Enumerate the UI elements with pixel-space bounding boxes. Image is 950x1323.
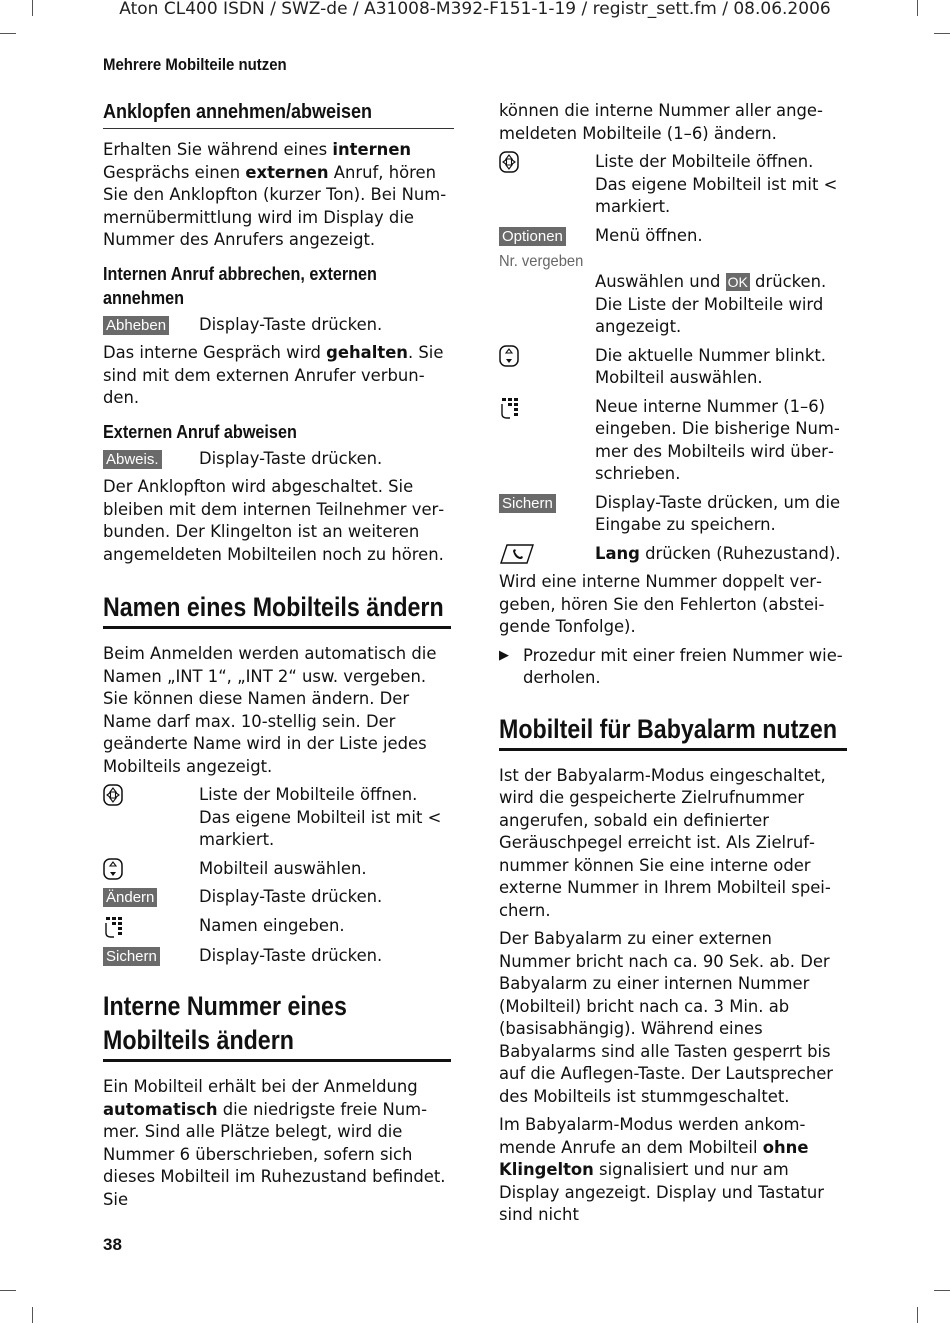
heading-rule [499,748,847,751]
paragraph-babyalarm-1: Ist der Babyalarm-Modus eingeschaltet, wird die gespeicherte Zielrufnummer angerufen, sobald ein definierter Geräuschpegel erreicht ist. Als Zielrufnummer können Sie eine interne oder externe Nummer in Ihrem Mobilteil speichern. [499,765,831,920]
document-header: Aton CL400 ISDN / SWZ-de / A31008-M392-F151-1-19 / registr_sett.fm / 08.06.2006 [119,0,831,19]
heading-externen-abweisen: Externen Anruf abweisen [103,421,297,442]
crop-mark [0,33,16,34]
heading-namen-aendern: Namen eines Mobilteils ändern [103,592,444,622]
step-text: Display-Taste drücken. [199,314,383,334]
ok-key[interactable]: OK [727,274,748,290]
crop-mark [917,1307,918,1323]
step-text: Namen eingeben. [199,915,345,935]
paragraph-doppelt: Wird eine interne Nummer doppelt vergeben, hören Sie den Fehlerton (absteigende Tonfolge). [499,572,825,636]
step-text: Menü öffnen. [595,225,703,245]
softkey-sichern[interactable]: Sichern [103,947,160,966]
step-nr-vergeben [499,271,847,339]
step-text: Liste der Mobilteile öffnen. Das eigene Mobilteil ist mit < markiert. [595,152,838,216]
step-text: Die aktuelle Nummer blinkt. Mobilteil auswählen. [595,345,826,387]
step-optionen [499,225,847,248]
step-text: Display-Taste drücken. [199,887,383,906]
softkey-aendern[interactable]: Ändern [103,888,157,907]
crop-mark [934,1290,950,1291]
control-key-icon [499,345,595,390]
step-sichern [499,492,847,537]
step-text: Mobilteil auswählen. [199,858,367,878]
paragraph-namen: Beim Anmelden werden automatisch die Namen „INT 1“, „INT 2“ usw. vergeben. Sie können diese Namen ändern. Der Name darf max. 10-stellig sein. Der geänderte Name wird in der Liste jedes Mobilteils angezeigt. [103,644,437,776]
heading-rule [103,626,451,629]
control-key-icon [103,784,199,852]
step-text: Display-Taste drücken. [199,448,383,468]
control-key-icon [103,858,199,881]
heading-internen-abbrechen: Internen Anruf abbrechen, externen annehmen [103,263,377,308]
crop-mark [32,1307,33,1323]
step-abweis [103,448,451,471]
heading-babyalarm: Mobilteil für Babyalarm nutzen [499,713,838,744]
paragraph-gehalten: Das interne Gespräch wird gehalten. Sie sind mit dem externen Anrufer verbunden. [103,343,444,407]
heading-interne-nummer: Interne Nummer eines Mobilteils ändern [103,991,347,1055]
paragraph-continued: können die interne Nummer aller angemeldeten Mobilteile (1–6) ändern. [499,101,823,143]
menu-item-nr-vergeben[interactable]: Nr. vergeben [499,253,584,270]
step-liste [103,784,451,852]
heading-anklopfen: Anklopfen annehmen/abweisen [103,100,454,129]
triangle-bullet-icon: ▶ [499,647,509,663]
step-text: Display-Taste drücken. [199,945,383,965]
paragraph-babyalarm-3: Im Babyalarm-Modus werden ankommende Anrufe an dem Mobilteil ohne Klingelton signalisiert und nur am Display angezeigt. Display und Tastatur sind nicht [499,1115,824,1224]
step-text: Neue interne Nummer (1–6) eingeben. Die bisherige Nummer des Mobilteils wird überschrieben. [595,396,840,483]
right-column [499,100,847,1233]
bullet-text: Prozedur mit einer freien Nummer wiederholen. [523,645,843,687]
paragraph-interne: Ein Mobilteil erhält bei der Anmeldung automatisch die niedrigste freie Nummer. Sind alle Plätze belegt, wird die Nummer 6 überschrieben, sofern sich dieses Mobilteil im Ruhezustand befindet. Sie [103,1077,446,1209]
page-number: 38 [103,1235,122,1254]
heading-rule [103,1059,451,1062]
step-text: Display-Taste drücken, um die Eingabe zu speichern. [595,492,841,534]
step-neue-nummer [499,396,847,486]
crop-mark [934,33,950,34]
control-key-icon [499,151,595,219]
softkey-abheben[interactable]: Abheben [103,316,169,335]
left-column [103,100,451,1217]
keypad-icon [103,915,199,939]
softkey-abweis[interactable]: Abweis. [103,450,162,469]
step-text: Auswählen und OK drücken. Die Liste der Mobilteile wird angezeigt. [595,272,827,336]
paragraph-babyalarm-2: Der Babyalarm zu einer externen Nummer bricht nach ca. 90 Sek. ab. Der Babyalarm zu einer internen Nummer (Mobilteil) bricht nach ca. 3 Min. ab (basisabhängig). Während eines Babyalarms sind alle Tasten gesperrt bis auf die Auflegen-Taste. Der Lautsprecher des Mobilteils ist stummgeschaltet. [499,929,834,1106]
paragraph-anklopfton: Der Anklopfton wird abgeschaltet. Sie bleiben mit dem internen Teilnehmer verbunden. Der Klingelton ist an weiteren angemeldeten Mobilteilen noch zu hören. [103,477,445,564]
end-call-key-icon [499,543,595,566]
step-auflegen [499,543,847,566]
step-abheben [103,314,451,337]
step-text: Liste der Mobilteile öffnen. Das eigene Mobilteil ist mit < markiert. [199,785,442,849]
step-auswaehlen [103,858,451,881]
step-blinkt [499,345,847,390]
softkey-sichern[interactable]: Sichern [499,494,556,513]
bullet-item [499,645,847,690]
step-namen-eingeben [103,915,451,939]
running-section-title: Mehrere Mobilteile nutzen [103,55,287,74]
softkey-optionen[interactable]: Optionen [499,227,566,246]
step-sichern [103,945,451,968]
keypad-icon [499,396,595,486]
paragraph-anklopfen: Erhalten Sie während eines internen Gesprächs einen externen Anruf, hören Sie den Anklopfton (kurzer Ton). Bei Nummernübermittlung wird im Display die Nummer des Anrufers angezeigt. [103,140,447,249]
step-liste [499,151,847,219]
step-aendern [103,886,451,909]
step-text: Lang drücken (Ruhezustand). [595,543,841,563]
crop-mark [0,1290,16,1291]
